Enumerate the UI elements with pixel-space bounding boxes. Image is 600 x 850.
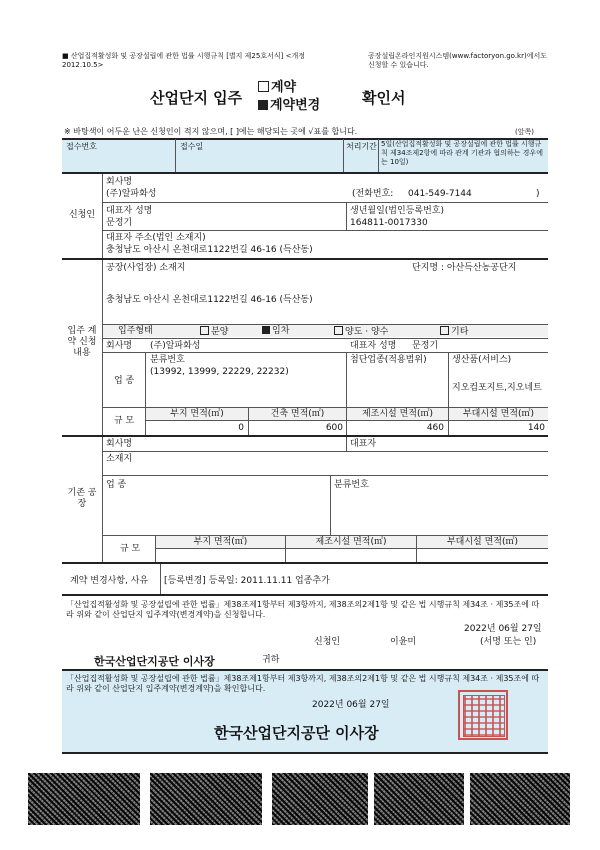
building-area-label: 건축 면적(㎡): [270, 409, 325, 419]
existing-rep-label: 대표자: [350, 439, 377, 449]
processing-period-value: 5일(산업집적활성화 및 공장설립에 관한 법률 시행규칙 제34조제2항에 따라 관계 기관과 협의하는 경우에는 10일): [381, 140, 543, 166]
barcode-strip-4: [374, 773, 464, 825]
official-seal-icon: [458, 690, 508, 740]
recipient-name: 한국산업단지공단 이사장: [94, 655, 215, 668]
product-value: 지오컴포지트,지오네트: [452, 383, 542, 393]
checkbox-empty-icon: [258, 81, 269, 92]
applicant-section-label: 신청인: [68, 210, 96, 220]
product-label: 생산품(서비스): [452, 355, 512, 365]
checkbox-checked-icon: [262, 326, 270, 334]
existing-company-label: 회사명: [106, 439, 133, 449]
applicant-sign-label: 신청인: [314, 637, 341, 647]
complex-name: 단지명 : 아산득산농공단지: [412, 263, 517, 273]
contract-class-label: 분류번호: [150, 355, 185, 365]
tenancy-option-other[interactable]: 기타: [440, 326, 468, 338]
applicant-sign-name: 이윤미: [390, 637, 417, 647]
existing-aux-area-label: 부대시설 면적(㎡): [446, 537, 519, 547]
checkbox-empty-icon: [440, 326, 449, 335]
regulation-note: ■ 산업집적활성화 및 공장설립에 관한 법률 시행규칙 [별지 제25호서식] <개정 2012.10.5>: [62, 52, 305, 69]
applicant-address-label: 대표자 주소(법인 소재지): [106, 233, 206, 243]
applicant-company-label: 회사명: [106, 177, 133, 187]
applicant-company-value: (주)알파화성: [106, 189, 157, 199]
factory-address-value: 충청남도 아산시 온천대로1122번길 46-16 (득산동): [106, 295, 313, 305]
contract-company-label: 회사명: [106, 341, 133, 351]
notice-text: ※ 바탕색이 어두운 난은 신청인이 적지 않으며, [ ]에는 해당되는 곳에 √표를 합니다.: [64, 127, 358, 136]
contract-scale-label: 규 모: [114, 416, 135, 426]
existing-address-label: 소재지: [106, 454, 133, 464]
recipient-suffix: 귀하: [262, 655, 280, 665]
contract-rep-value: 문정기: [412, 341, 439, 351]
change-label: 계약 변경사항, 사유: [70, 576, 149, 586]
title-suffix: 확인서: [362, 89, 406, 107]
aux-area-value: 140: [527, 423, 545, 433]
sign-or-seal-label: (서명 또는 인): [480, 637, 537, 647]
checkbox-empty-icon: [200, 326, 209, 335]
confirmation-date: 2022년 06월 27일: [312, 700, 390, 710]
applicant-birth-value: 164811-0017330: [350, 218, 428, 228]
site-area-value: 0: [238, 423, 244, 433]
confirmation-statement: 「산업집적활성화 및 공장설립에 관한 법률」제38조제1항부터 제3항까지, 제38조의2제1항 및 같은 법 시행규칙 제34조 · 제35조에 따라 위와 같이 산업단지 입주계약(변경계약)을 확인합니다.: [66, 674, 540, 693]
contract-class-value: (13992, 13999, 22229, 22232): [150, 367, 289, 377]
barcode-strip-2: [150, 773, 262, 825]
applicant-rep-label: 대표자 성명: [106, 206, 153, 216]
checkbox-checked-icon: [258, 100, 268, 110]
title-prefix: 산업단지 입주: [150, 89, 243, 107]
tenancy-option-transfer[interactable]: 양도 · 양수: [334, 326, 388, 338]
confirmation-issuer: 한국산업단지공단 이사장: [214, 724, 379, 742]
contract-company-value: (주)알파화성: [150, 341, 201, 351]
contract-section-label: 입주 계약 신청 내용: [67, 326, 97, 358]
mfg-area-value: 460: [426, 423, 444, 433]
application-date: 2022년 06월 27일: [464, 624, 542, 634]
checkbox-empty-icon: [334, 326, 343, 335]
existing-class-label: 분류번호: [334, 480, 369, 490]
page-side: (앞쪽): [515, 128, 534, 136]
site-area-label: 부지 면적(㎡): [170, 409, 224, 419]
applicant-phone-close: ): [536, 189, 540, 199]
existing-industry-label: 업 종: [106, 480, 127, 490]
contract-rep-label: 대표자 성명: [350, 341, 397, 351]
receipt-number-label: 접수번호: [66, 142, 97, 151]
existing-mfg-area-label: 제조시설 면적(㎡): [315, 537, 387, 547]
processing-period-label: 처리기간: [346, 142, 377, 151]
existing-section-label: 기존 공장: [67, 488, 97, 509]
title-option-contract: 계약: [258, 76, 296, 95]
tenancy-option-lease[interactable]: 임차: [262, 326, 289, 337]
existing-scale-label: 규 모: [120, 544, 141, 554]
title-option-change: 계약변경: [258, 94, 320, 113]
factory-location-label: 공장(사업장) 소재지: [106, 263, 186, 273]
applicant-rep-value: 문정기: [106, 218, 133, 228]
building-area-value: 600: [325, 423, 343, 433]
existing-site-area-label: 부지 면적(㎡): [193, 537, 248, 547]
tenancy-option-sale[interactable]: 분양: [200, 326, 228, 338]
online-note: 공장설립온라인지원시스템(www.factoryon.go.kr)에서도 신청할 수 있습니다.: [368, 52, 548, 69]
mfg-area-label: 제조시설 면적(㎡): [361, 409, 434, 419]
applicant-birth-label: 생년월일(법인등록번호): [350, 206, 444, 216]
barcode-strip-3: [272, 773, 368, 825]
applicant-phone-value: 041-549-7144: [408, 189, 472, 199]
applicant-address-value: 충청남도 아산시 온천대로1122번길 46-16 (득산동): [106, 245, 313, 255]
hightech-label: 첨단업종(적용범위): [350, 355, 427, 365]
receipt-date-label: 접수일: [180, 142, 204, 151]
application-statement: 「산업집적활성화 및 공장설립에 관한 법률」제38조제1항부터 제3항까지, 제38조의2제1항 및 같은 법 시행규칙 제34조 · 제35조에 따라 위와 같이 산업단지 입주계약(변경계약)을 신청합니다.: [66, 600, 540, 619]
aux-area-label: 부대시설 면적(㎡): [462, 409, 535, 419]
barcode-strip-5: [470, 773, 570, 825]
tenancy-type-label: 입주형태: [118, 326, 153, 336]
applicant-phone-label: (전화번호:: [352, 189, 394, 199]
contract-industry-label: 업 종: [114, 376, 135, 386]
change-value: [등록변경] 등록일: 2011.11.11 업종추가: [164, 576, 330, 586]
barcode-strip-1: [28, 773, 140, 825]
